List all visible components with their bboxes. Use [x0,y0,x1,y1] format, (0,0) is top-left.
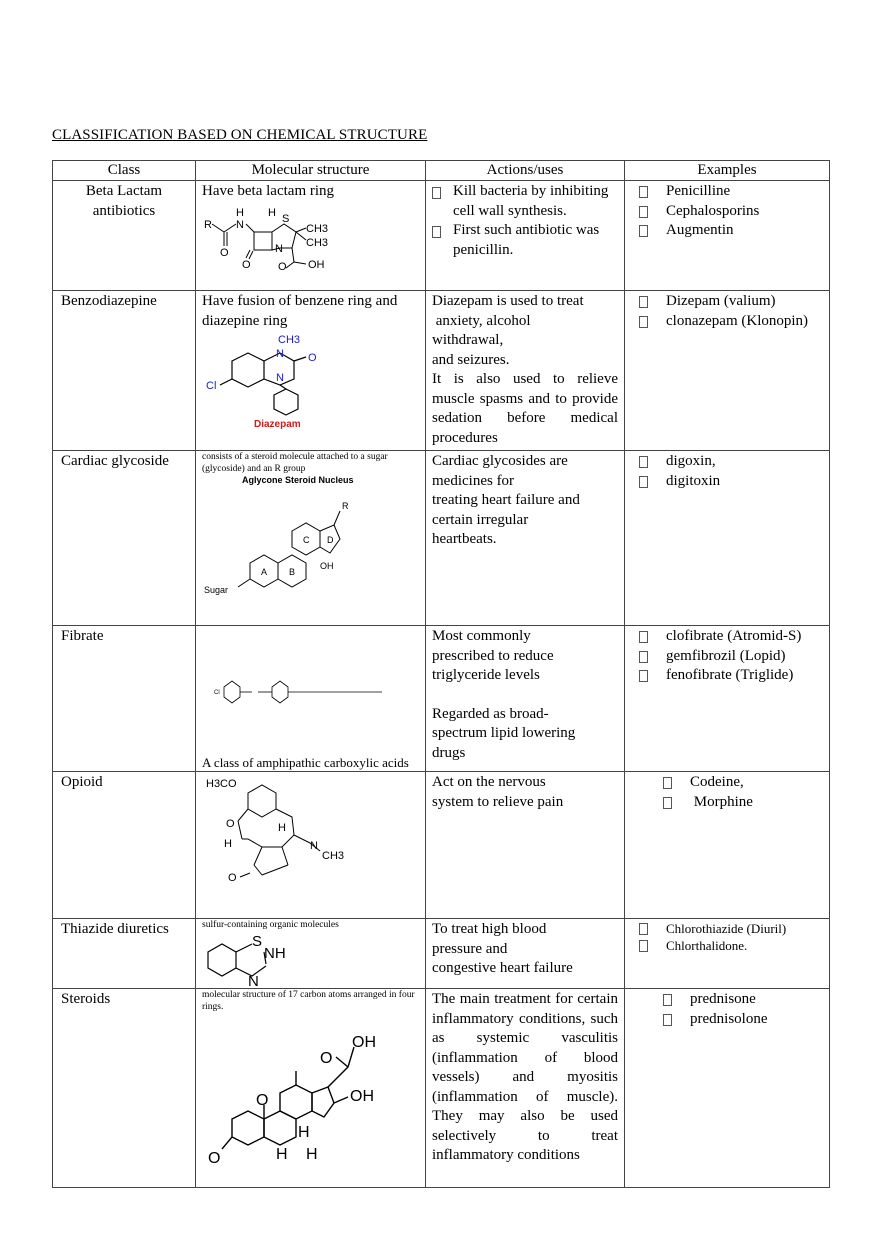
list-item: Augmentin [631,221,823,241]
structure-text: Have beta lactam ring [202,183,335,199]
structure-text: A class of amphipathic carboxylic acids [202,755,409,770]
examples-cell [625,989,830,1188]
class-name: Thiazide diuretics [61,921,169,937]
page-title: CLASSIFICATION BASED ON CHEMICAL STRUCTURE [52,127,428,143]
class-name: Fibrate [61,628,104,644]
checkbox-icon [663,797,672,809]
class-name: Steroids [61,991,111,1007]
atom-label: Cl [206,380,217,392]
atom-label: O [220,246,229,259]
atom-label: CH3 [322,850,345,862]
list-item: Chlorothiazide (Diuril) [631,920,823,937]
list-item: clonazepam (Klonopin) [631,312,823,332]
list-item: fenofibrate (Triglide) [631,666,823,686]
list-item: Kill bacteria by inhibiting cell wall synthesis. [432,182,618,221]
text-line: Diazepam is used to treat [432,293,584,309]
atom-label: O [320,1050,333,1067]
atom-label: Sugar [204,585,229,595]
text-line: certain irregular [432,511,529,528]
structure-cell [196,989,426,1188]
atom-label: N [275,242,283,255]
class-cell [53,989,196,1188]
class-name: Benzodiazepine [61,293,157,309]
atom-label: O [308,352,317,364]
text-line: prescribed to reduce [432,647,554,664]
atom-label: OH [350,1088,374,1105]
checkbox-icon [639,940,648,952]
text-line: medicines for [432,472,515,489]
checkbox-icon [663,1014,672,1026]
ring-label: A [261,567,268,577]
atom-label: CH3 [306,236,329,249]
list-item: Penicilline [631,182,823,202]
drug-label: Diazepam [254,419,301,430]
header-actions: Actions/uses [426,161,625,181]
list-item: clofibrate (Atromid-S) [631,627,823,647]
atom-label: H [306,1146,318,1163]
structure-text: consists of a steroid molecule attached to a sugar (glycoside) and an R group [202,452,388,474]
atom-label: O [228,872,237,884]
prednisolone-structure [202,1013,412,1173]
header-class: Class [53,161,196,181]
text-line: and seizures. [432,351,510,368]
atom-label: H [298,1124,310,1141]
atom-label: Cl [214,690,220,696]
text-line: drugs [432,744,466,761]
atom-label: N [276,372,284,384]
text-line: treating heart failure and [432,492,580,508]
atom-label: O [242,258,251,270]
actions-cell [426,772,625,919]
checkbox-icon [663,994,672,1006]
checkbox-icon [639,456,648,468]
text-line: system to relieve pain [432,793,564,810]
checkbox-icon [639,296,648,308]
structure-text: sulfur-containing organic molecules [202,920,339,930]
checkbox-icon [639,631,648,643]
structure-cell [196,451,426,626]
checkbox-icon [639,923,648,935]
checkbox-icon [639,476,648,488]
atom-label: O [226,818,235,830]
class-cell [53,451,196,626]
structure-text: molecular structure of 17 carbon atoms arranged in four rings. [202,990,415,1012]
text-paragraph: The main treatment for certain inflammatory conditions, such as systemic vasculitis (inflammation of blood vessels) and myositis (inflammation of muscle). They may also be used selectively to treat inflammatory conditions [432,991,618,1163]
fibrate-structure [202,645,402,745]
text-line: Regarded as broad- [432,705,549,722]
checkbox-icon [432,187,441,199]
atom-label: H [276,1146,288,1163]
atom-label: CH3 [306,222,329,235]
text-line: anxiety, alcohol [432,312,531,329]
text-paragraph: It is also used to relieve muscle spasms and to provide sedation before medical procedures [432,371,618,446]
list-item: gemfibrozil (Lopid) [631,647,823,667]
ring-label: B [289,567,296,577]
atom-label: R [342,501,349,511]
text-line: spectrum lipid lowering [432,725,576,741]
list-item: prednisolone [655,1010,823,1030]
ring-label: D [327,535,334,545]
list-item: prednisone [655,990,823,1010]
table-row [53,919,830,989]
checkbox-icon [663,777,672,789]
atom-label: OH [352,1034,376,1051]
text-line: To treat high blood [432,921,547,937]
text-line: congestive heart failure [432,960,573,976]
examples-cell [625,451,830,626]
class-name: Cardiac glycoside [61,453,169,469]
table-row [53,181,830,291]
checkbox-icon [639,651,648,663]
atom-label: OH [320,561,334,571]
structure-cell [196,626,426,772]
examples-cell [625,919,830,989]
list-item: Dizepam (valium) [631,292,823,312]
text-line: Act on the nervous [432,774,546,790]
checkbox-icon [639,206,648,218]
table-row [53,772,830,919]
class-cell [53,626,196,772]
atom-label: S [252,932,263,950]
checkbox-icon [432,226,441,238]
steroid-nucleus-structure [202,475,402,613]
structure-cell [196,772,426,919]
table-row [53,291,830,451]
header-structure: Molecular structure [196,161,426,181]
structure-cell [196,919,426,989]
atom-label: H [268,206,276,219]
atom-label: NH [264,944,286,962]
checkbox-icon [639,316,648,328]
atom-label: N [248,972,259,986]
atom-label: CH3 [278,334,301,346]
opioid-structure [202,773,352,891]
actions-cell [426,626,625,772]
checkbox-icon [639,670,648,682]
table-row [53,451,830,626]
actions-cell [426,451,625,626]
actions-cell [426,181,625,291]
actions-cell [426,291,625,451]
examples-cell [625,772,830,919]
class-name: Opioid [61,774,103,790]
structure-text: Have fusion of benzene ring and diazepine ring [202,293,398,329]
atom-label: H [278,822,286,834]
atom-label: OH [308,258,325,270]
structure-cell [196,291,426,451]
atom-label: O [256,1092,269,1109]
list-item: Chlorthalidone. [631,937,823,954]
atom-label: O [208,1150,221,1167]
atom-label: N [276,348,284,360]
classification-table [52,160,830,1188]
list-item: Codeine, [655,773,823,793]
examples-cell [625,291,830,451]
atom-label: S [282,212,290,225]
atom-label: N [236,218,244,231]
class-cell [53,181,196,291]
checkbox-icon [639,186,648,198]
examples-cell [625,181,830,291]
thiazide-structure [202,932,312,986]
text-line: withdrawal, [432,332,504,348]
text-line: Most commonly [432,628,531,644]
diazepam-structure [202,331,352,431]
atom-label: H [224,838,232,850]
atom-label: R [204,218,212,231]
list-item: digitoxin [631,472,823,492]
structure-caption: Aglycone Steroid Nucleus [242,475,354,485]
class-cell [53,291,196,451]
actions-cell [426,989,625,1188]
text-line: triglyceride levels [432,667,540,683]
atom-label: O [278,260,287,270]
table-row [53,989,830,1188]
class-cell [53,772,196,919]
beta-lactam-structure [202,202,342,270]
atom-label: H3CO [206,778,237,790]
actions-cell [426,919,625,989]
text-line: pressure and [432,940,508,957]
text-line: Cardiac glycosides are [432,453,568,469]
list-item: digoxin, [631,452,823,472]
class-name: Beta Lactam antibiotics [85,183,163,219]
atom-label: N [310,840,318,852]
table-row [53,626,830,772]
structure-cell [196,181,426,291]
list-item: First such antibiotic was penicillin. [432,221,618,260]
examples-cell [625,626,830,772]
atom-label: H [236,206,244,219]
text-line: heartbeats. [432,531,497,547]
class-cell [53,919,196,989]
table-header-row [53,161,830,181]
list-item: Cephalosporins [631,202,823,222]
checkbox-icon [639,225,648,237]
ring-label: C [303,535,310,545]
list-item: Morphine [655,793,823,813]
header-examples: Examples [625,161,830,181]
